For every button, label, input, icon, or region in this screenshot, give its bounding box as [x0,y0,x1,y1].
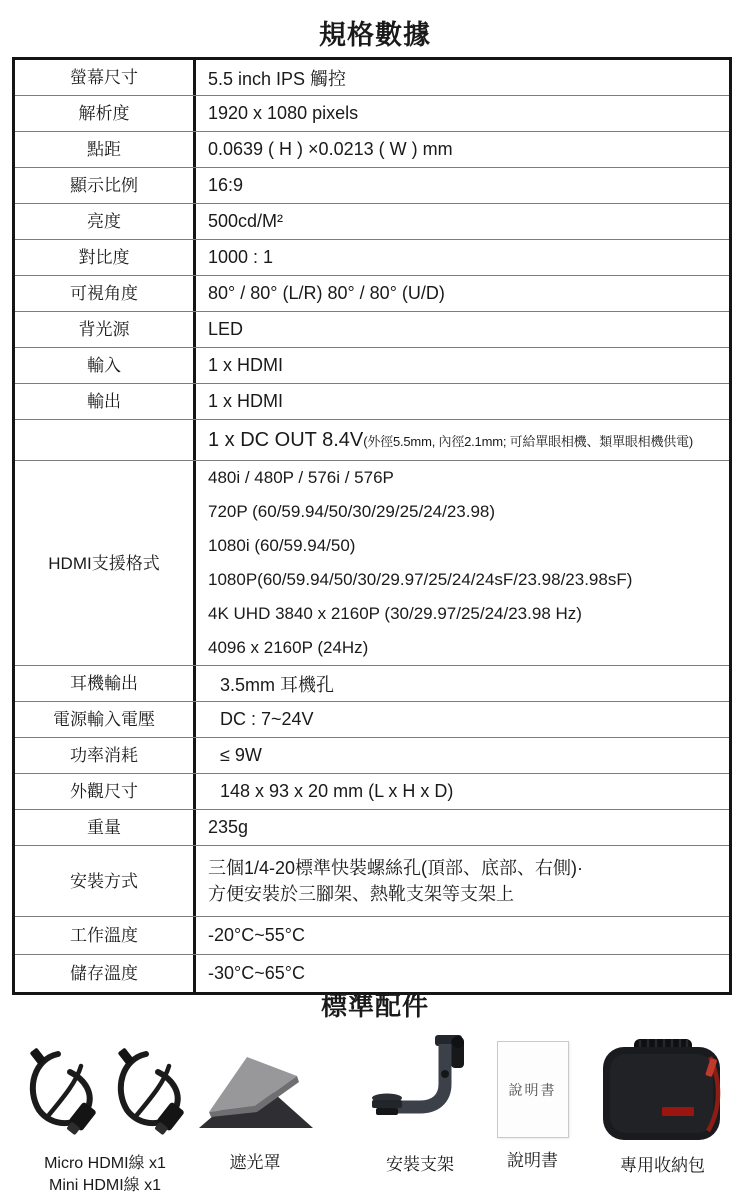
table-row [15,737,729,773]
spec-title: 規格數據 [319,20,431,50]
storage-case-image [598,1035,728,1143]
row-value: LED [208,319,244,339]
row-value: 1 x HDMI [208,355,284,375]
table-row [15,809,729,845]
row-label: 工作溫度 [15,917,196,954]
spec-table [12,57,732,995]
row-label: 顯示比例 [15,168,196,203]
row-label [15,420,196,460]
row-label: 輸入 [15,348,196,383]
accessory-label: 遮光罩 [229,1153,281,1172]
table-row [15,773,729,809]
row-label: 螢幕尺寸 [15,60,196,95]
row-value: ≤ 9W [220,745,262,765]
row-value: 500cd/M² [208,211,284,231]
row-value: 0.0639 ( H ) ×0.0213 ( W ) mm [208,139,453,159]
accessory-item-hdmi-cables [15,1035,195,1197]
row-value: -20°C~55°C [208,925,305,945]
accessory-label-line: Micro HDMI線 x1 [44,1155,166,1172]
dc-out-note-text: (外徑5.5mm, 內徑2.1mm; 可給單眼相機、類單眼相機供電) [363,433,694,449]
table-row [15,383,729,419]
sunshade-image [195,1050,315,1140]
accessory-label [44,1153,166,1197]
mount-bracket-image [363,1030,478,1142]
table-row [15,203,729,239]
table-row [15,701,729,737]
mount-line: 方便安裝於三腳架、熱靴支架等支架上 [208,884,514,904]
table-row [15,167,729,203]
accessory-label: 安裝支架 [386,1155,454,1174]
manual-cover [497,1041,569,1138]
row-value: 148 x 93 x 20 mm (L x H x D) [220,781,454,801]
row-value [196,420,729,460]
hdmi-cables-image [18,1035,193,1143]
row-label: 耳機輸出 [15,666,196,701]
accessory-item-manual [490,1038,575,1171]
row-value: 5.5 inch IPS 觸控 [208,68,347,89]
table-row [15,131,729,167]
row-label: 儲存溫度 [15,955,196,992]
table-row [15,239,729,275]
table-row [15,60,729,95]
row-label: 亮度 [15,204,196,239]
table-row [15,275,729,311]
row-value [196,846,729,916]
row-label: HDMI支援格式 [15,461,196,665]
row-value: 1000 : 1 [208,247,274,267]
table-row-dc-out [15,419,729,460]
dc-out-main-text: 1 x DC OUT 8.4V [208,428,364,451]
row-value: 235g [208,817,249,837]
accessory-label: 說明書 [507,1151,558,1170]
row-value [196,461,729,665]
hdmi-format-line: 4096 x 2160P (24Hz) [208,638,369,657]
row-label: 解析度 [15,96,196,131]
row-label: 背光源 [15,312,196,347]
row-value: -30°C~65°C [208,963,305,983]
row-label: 可視角度 [15,276,196,311]
mount-line: 三個1/4-20標準快裝螺絲孔(頂部、底部、右側)· [208,858,584,878]
row-value: 1 x HDMI [208,391,284,411]
accessory-label: 專用收納包 [620,1156,705,1175]
table-row [15,916,729,954]
row-value: 1920 x 1080 pixels [208,103,359,123]
row-label: 重量 [15,810,196,845]
table-row [15,665,729,701]
table-row [15,95,729,131]
row-label: 對比度 [15,240,196,275]
accessory-label-line: Mini HDMI線 x1 [48,1177,161,1194]
case-logo-badge [662,1107,694,1116]
row-value: 3.5mm 耳機孔 [220,674,335,695]
manual-cover-text: 說明書 [508,1081,557,1098]
row-label: 功率消耗 [15,738,196,773]
hdmi-format-line: 1080i (60/59.94/50) [208,536,356,555]
hdmi-format-line: 720P (60/59.94/50/30/29/25/24/23.98) [208,502,496,521]
table-row-hdmi-formats [15,460,729,665]
table-row [15,347,729,383]
row-value: 80° / 80° (L/R) 80° / 80° (U/D) [208,283,445,303]
accessories-title: 標準配件 [320,991,429,1021]
row-value: DC : 7~24V [220,709,314,729]
row-label: 外觀尺寸 [15,774,196,809]
hdmi-format-line: 480i / 480P / 576i / 576P [208,468,394,487]
hdmi-format-line: 4K UHD 3840 x 2160P (30/29.97/25/24/23.98 Hz) [208,604,582,623]
accessory-item-sunshade [195,1050,315,1173]
row-label: 安裝方式 [15,846,196,916]
row-value: 16:9 [208,175,244,195]
row-label: 輸出 [15,384,196,419]
manual-image [497,1038,569,1138]
row-label: 電源輸入電壓 [15,702,196,737]
accessory-item-case [595,1035,730,1176]
hdmi-format-line: 1080P(60/59.94/50/30/29.97/25/24/24sF/23.98/23.98sF) [208,570,633,589]
row-label: 點距 [15,132,196,167]
table-row [15,311,729,347]
table-row-mount [15,845,729,916]
accessory-item-bracket [355,1030,485,1175]
